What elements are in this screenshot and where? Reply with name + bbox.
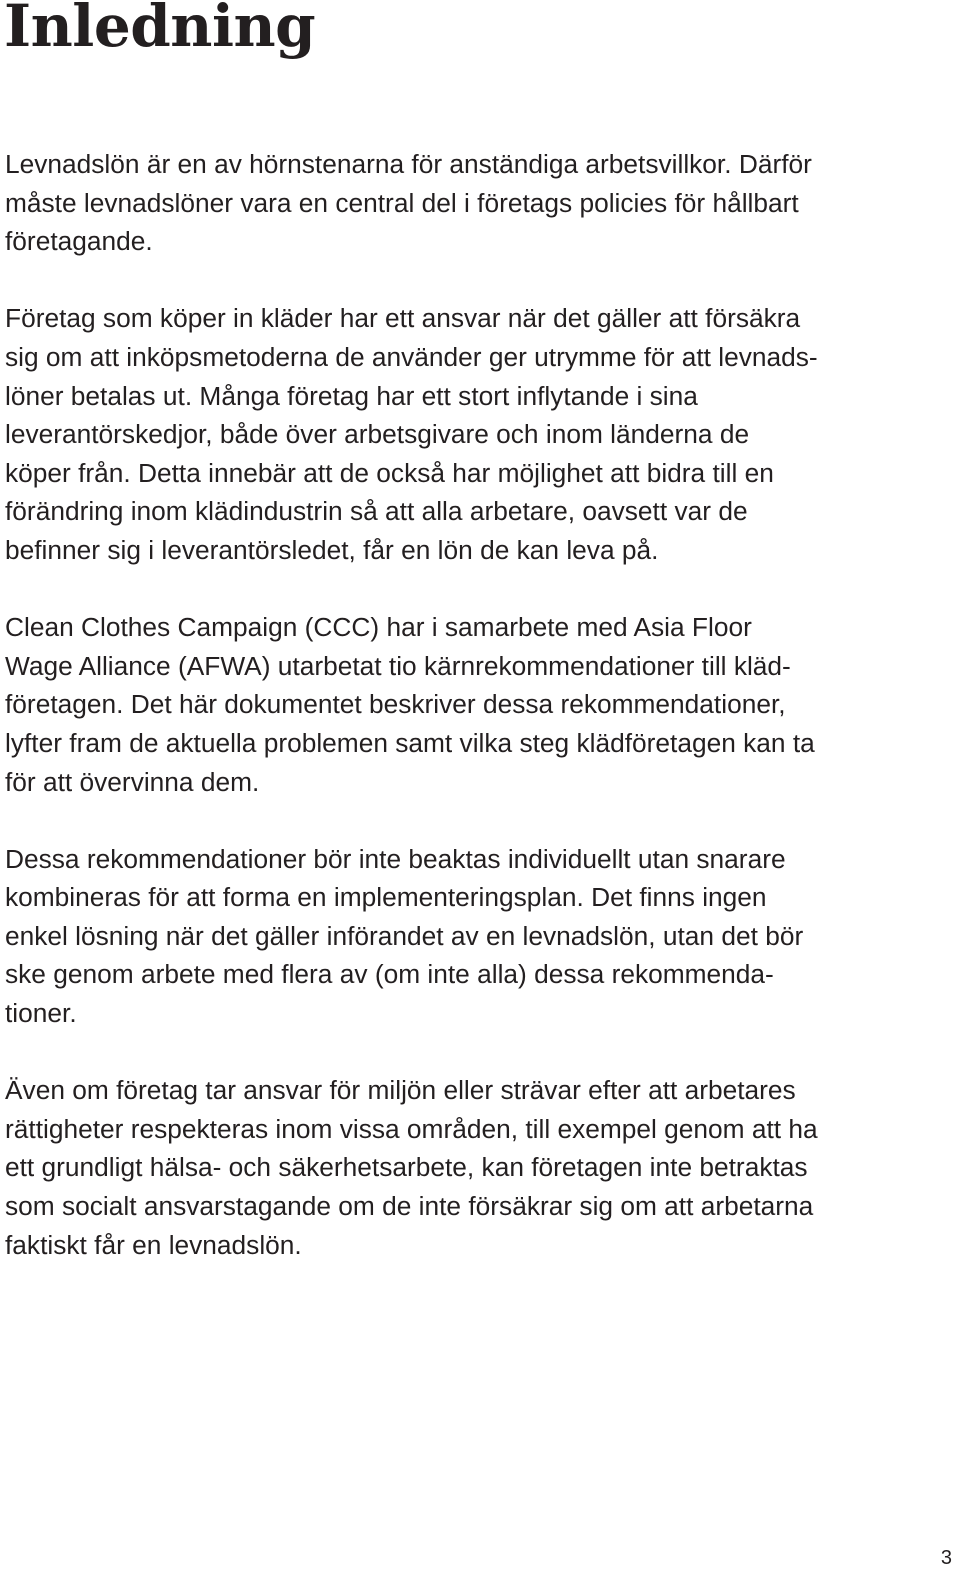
text-line: tioner. [5, 998, 77, 1029]
text-line: faktiskt får en levnadslön. [5, 1229, 302, 1260]
text-line: förändring inom klädindustrin så att alla arbetare, oavsett var de [5, 496, 748, 527]
text-line: ske genom arbete med flera av (om inte alla) dessa rekommenda- [5, 959, 774, 990]
text-line: Även om företag tar ansvar för miljön eller strävar efter att arbetares [5, 1075, 796, 1106]
text-line: sig om att inköpsmetoderna de använder ger utrymme för att levnads- [5, 341, 818, 372]
text-line: köper från. Detta innebär att de också har möjlighet att bidra till en [5, 457, 774, 488]
text-line: Clean Clothes Campaign (CCC) har i samarbete med Asia Floor [5, 612, 752, 643]
text-line: befinner sig i leverantörsledet, får en lön de kan leva på. [5, 534, 659, 565]
text-line: rättigheter respekteras inom vissa områden, till exempel genom att ha [5, 1113, 818, 1144]
text-line: löner betalas ut. Många företag har ett stort inflytande i sina [5, 380, 698, 411]
text-line: måste levnadslöner vara en central del i företags policies för hållbart [5, 187, 799, 218]
text-line: för att övervinna dem. [5, 766, 260, 797]
body-text [5, 145, 955, 1303]
paragraph-3 [5, 608, 955, 801]
text-line: Dessa rekommendationer bör inte beaktas individuellt utan snarare [5, 843, 786, 874]
text-line: kombineras för att forma en implementeringsplan. Det finns ingen [5, 882, 767, 913]
text-line: Företag som köper in kläder har ett ansvar när det gäller att försäkra [5, 303, 801, 334]
page-title: Inledning [4, 0, 316, 60]
text-line: företagande. [5, 226, 153, 257]
paragraph-5 [5, 1071, 955, 1264]
text-line: ett grundligt hälsa- och säkerhetsarbete, kan företagen inte betraktas [5, 1152, 808, 1183]
text-line: leverantörskedjor, både över arbetsgivare och inom länderna de [5, 419, 750, 450]
page-number: 3 [940, 1547, 952, 1569]
text-line: Levnadslön är en av hörnstenarna för anständiga arbetsvillkor. Därför [5, 149, 812, 179]
paragraph-1 [5, 145, 955, 261]
text-line: företagen. Det här dokumentet beskriver dessa rekommendationer, [5, 689, 786, 720]
text-line: som socialt ansvarstagande om de inte försäkrar sig om att arbetarna [5, 1191, 814, 1222]
paragraph-2 [5, 299, 955, 569]
text-line: Wage Alliance (AFWA) utarbetat tio kärnrekommendationer till kläd- [5, 650, 791, 681]
paragraph-4 [5, 840, 955, 1033]
text-line: lyfter fram de aktuella problemen samt vilka steg klädföretagen kan ta [5, 727, 815, 758]
text-line: enkel lösning när det gäller införandet av en levnadslön, utan det bör [5, 920, 804, 951]
